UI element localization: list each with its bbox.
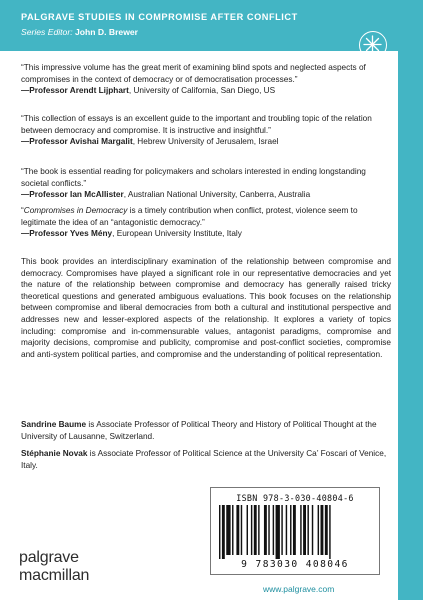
quote-text: “This impressive volume has the great merit of examining blind spots and neglected aspects of compromises in the context of democracy or of democratisation processes.” [21, 63, 366, 84]
barcode-bar [300, 505, 301, 555]
endorsement-quote-3 [21, 166, 391, 201]
author-bio-2 [21, 448, 391, 471]
barcode-bar [268, 505, 269, 555]
barcode-bar [293, 505, 296, 555]
barcode-bar [236, 505, 239, 555]
barcode-bar [264, 505, 267, 555]
barcode-bar [303, 505, 306, 555]
barcode-bar [273, 505, 274, 555]
barcode-bar [219, 505, 220, 559]
quote-author: —Professor Avishai Margalit [21, 137, 133, 147]
barcode-bar [290, 505, 291, 555]
series-editor [21, 27, 138, 37]
endorsement-quote-1 [21, 62, 391, 97]
quote-text: “The book is essential reading for policymakers and scholars interested in ending longstanding societal conflicts.” [21, 167, 366, 188]
author-bio-text: is Associate Professor of Political Theory and History of Political Thought at the University of Lausanne, Switzerland. [21, 420, 377, 441]
series-header [0, 0, 398, 51]
isbn-barcode [210, 487, 380, 575]
quote-text-rest: is a timely contribution when conflict, protest, violence seem to legitimate the idea of an “antagonistic democracy.” [21, 206, 358, 227]
series-editor-name: John D. Brewer [74, 27, 139, 37]
barcode-bar [254, 505, 257, 555]
barcode-bars [219, 505, 373, 559]
barcode-bar [251, 505, 252, 555]
barcode-bar [226, 505, 230, 555]
barcode-bar [307, 505, 308, 555]
barcode-bar [281, 505, 282, 555]
author-name: Sandrine Baume [21, 420, 87, 429]
quote-text [21, 205, 391, 228]
barcode-bar [276, 505, 280, 559]
cover-spine-strip [398, 0, 423, 600]
book-title-italic: Compromises in Democracy [23, 206, 128, 215]
publisher-website: www.palgrave.com [263, 584, 335, 594]
book-description: This book provides an interdisciplinary examination of the relationship between compromise and democracy. Compromises have played a significant role in our representative democracies and yet the nature of the relationship between compromise and democracy has generally raised tricky theoretical questions and generated ambiguous evaluations. This book focuses on the relationship between compromise and liberal democracies from both a cultural and institutional perspective and addresses new and lesser-explored aspects of the relationship. It explores a variety of topics including: compromise and in-commensurable values, antagonist paradigms, compromise and majority decisions, compromise and publicity, compromise and post-conflict societies, compromise and anti-system political parties, and compromise and the understanding of political representation. [21, 257, 391, 359]
isbn-label: ISBN 978-3-030-40804-6 [236, 493, 354, 503]
quote-author: —Professor Yves Mény [21, 229, 113, 239]
quote-attribution [21, 228, 391, 240]
barcode-bar [321, 505, 324, 555]
barcode-bar [232, 505, 233, 555]
quote-attribution [21, 189, 391, 201]
quote-affiliation: , European University Institute, Italy [112, 229, 242, 239]
barcode-bar [325, 505, 328, 555]
series-title: PALGRAVE STUDIES IN COMPROMISE AFTER CONFLICT [21, 12, 298, 22]
publisher-logo-macmillan: macmillan [19, 567, 90, 584]
quote-affiliation: , Australian National University, Canberra, Australia [123, 190, 311, 200]
barcode-bar [329, 505, 330, 559]
quote-affiliation: , Hebrew University of Jerusalem, Israel [132, 137, 279, 147]
barcode-bar [318, 505, 319, 555]
author-name: Stéphanie Novak [21, 449, 88, 458]
series-editor-label: Series Editor: [21, 27, 73, 37]
quote-author: —Professor Ian McAllister [21, 190, 124, 200]
quote-attribution [21, 85, 391, 97]
barcode-bar [258, 505, 259, 555]
author-bio-1 [21, 419, 391, 442]
barcode-bar [286, 505, 287, 555]
quote-author: —Professor Arendt Lijphart [21, 86, 129, 96]
endorsement-quote-2 [21, 113, 391, 148]
endorsement-quote-4 [21, 205, 391, 240]
barcode-bar [247, 505, 248, 555]
barcode-bar [241, 505, 242, 555]
author-bio-text: is Associate Professor of Political Science at the University Ca’ Foscari of Venice, Italy. [21, 449, 387, 470]
quote-attribution [21, 136, 391, 148]
quote-text: “This collection of essays is an excellent guide to the important and troubling topic of the relation between democracy and compromise. It is instructive and insightful.” [21, 114, 372, 135]
publisher-logo-palgrave: palgrave [19, 549, 79, 566]
barcode-bar [222, 505, 225, 559]
quote-open-mark: “ [21, 206, 24, 215]
series-emblem-icon [359, 31, 387, 59]
quote-affiliation: , University of California, San Diego, US [128, 86, 276, 96]
barcode-bar [312, 505, 313, 555]
isbn-digits: 9 783030 408046 [241, 559, 349, 570]
